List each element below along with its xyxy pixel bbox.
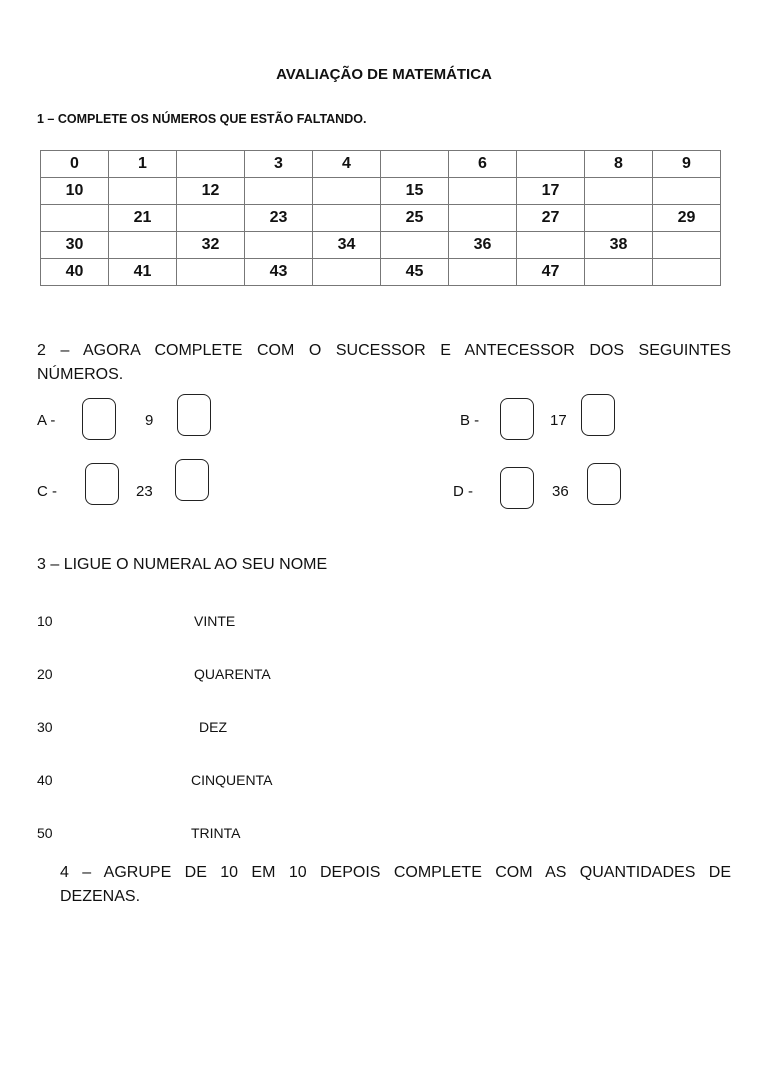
numeral-40: 40: [37, 772, 53, 788]
number-grid: [40, 150, 721, 286]
question-2-text-line2: NÚMEROS.: [37, 366, 124, 383]
grid-row: [41, 259, 721, 286]
question-4-text-line2: DEZENAS.: [60, 888, 141, 905]
grid-cell: 6: [449, 151, 517, 178]
grid-cell[interactable]: [313, 178, 381, 205]
grid-row: [41, 151, 721, 178]
item-d-label: D -: [453, 483, 473, 500]
grid-cell: 1: [109, 151, 177, 178]
name-dez: DEZ: [199, 719, 227, 735]
grid-cell: 21: [109, 205, 177, 232]
grid-cell: 38: [585, 232, 653, 259]
item-b-predecessor-box[interactable]: [500, 398, 534, 440]
question-4-text-line1: 4 – AGRUPE DE 10 EM 10 DEPOIS COMPLETE COM AS QUANTIDADES DE: [60, 864, 731, 881]
item-b-number: 17: [550, 412, 567, 429]
grid-cell: 45: [381, 259, 449, 286]
grid-cell[interactable]: [245, 232, 313, 259]
item-a-label: A -: [37, 412, 56, 429]
item-c-number: 23: [136, 483, 153, 500]
grid-cell[interactable]: [313, 205, 381, 232]
question-2-text-line1: 2 – AGORA COMPLETE COM O SUCESSOR E ANTECESSOR DOS SEGUINTES: [37, 342, 731, 359]
grid-cell: 34: [313, 232, 381, 259]
grid-row: [41, 205, 721, 232]
grid-cell[interactable]: [313, 259, 381, 286]
grid-cell: 17: [517, 178, 585, 205]
grid-cell[interactable]: [109, 178, 177, 205]
item-d-predecessor-box[interactable]: [500, 467, 534, 509]
name-vinte: VINTE: [194, 613, 236, 629]
grid-cell: 8: [585, 151, 653, 178]
page-title: AVALIAÇÃO DE MATEMÁTICA: [276, 66, 492, 83]
grid-cell: 40: [41, 259, 109, 286]
grid-cell: 23: [245, 205, 313, 232]
grid-cell[interactable]: [585, 259, 653, 286]
item-a-number: 9: [145, 412, 154, 429]
item-d-number: 36: [552, 483, 569, 500]
grid-cell: 12: [177, 178, 245, 205]
item-a-predecessor-box[interactable]: [82, 398, 116, 440]
grid-row: [41, 178, 721, 205]
name-trinta: TRINTA: [191, 825, 241, 841]
grid-cell[interactable]: [653, 178, 721, 205]
grid-cell[interactable]: [177, 205, 245, 232]
grid-cell[interactable]: [449, 178, 517, 205]
grid-cell[interactable]: [517, 151, 585, 178]
grid-cell: 0: [41, 151, 109, 178]
item-c-successor-box[interactable]: [175, 459, 209, 501]
grid-cell: 32: [177, 232, 245, 259]
grid-cell[interactable]: [41, 205, 109, 232]
grid-cell: 3: [245, 151, 313, 178]
grid-cell: 30: [41, 232, 109, 259]
name-quarenta: QUARENTA: [194, 666, 271, 682]
numeral-10: 10: [37, 613, 53, 629]
grid-cell: 15: [381, 178, 449, 205]
grid-cell: 43: [245, 259, 313, 286]
grid-cell: 10: [41, 178, 109, 205]
question-1-text: 1 – COMPLETE OS NÚMEROS QUE ESTÃO FALTANDO.: [37, 112, 367, 126]
numeral-20: 20: [37, 666, 53, 682]
grid-cell[interactable]: [653, 232, 721, 259]
grid-cell: 47: [517, 259, 585, 286]
grid-cell[interactable]: [177, 151, 245, 178]
grid-cell: 4: [313, 151, 381, 178]
item-c-predecessor-box[interactable]: [85, 463, 119, 505]
name-cinquenta: CINQUENTA: [191, 772, 273, 788]
grid-cell[interactable]: [585, 205, 653, 232]
grid-cell: 25: [381, 205, 449, 232]
grid-cell[interactable]: [585, 178, 653, 205]
grid-cell: 27: [517, 205, 585, 232]
item-b-successor-box[interactable]: [581, 394, 615, 436]
grid-cell[interactable]: [517, 232, 585, 259]
question-3-text: 3 – LIGUE O NUMERAL AO SEU NOME: [37, 556, 328, 573]
numeral-50: 50: [37, 825, 53, 841]
item-a-successor-box[interactable]: [177, 394, 211, 436]
grid-cell[interactable]: [245, 178, 313, 205]
grid-cell: 29: [653, 205, 721, 232]
grid-cell[interactable]: [109, 232, 177, 259]
item-c-label: C -: [37, 483, 57, 500]
grid-cell: 36: [449, 232, 517, 259]
grid-cell[interactable]: [449, 205, 517, 232]
grid-cell[interactable]: [653, 259, 721, 286]
item-b-label: B -: [460, 412, 480, 429]
grid-cell: 41: [109, 259, 177, 286]
grid-cell: 9: [653, 151, 721, 178]
grid-cell[interactable]: [177, 259, 245, 286]
grid-cell[interactable]: [449, 259, 517, 286]
grid-row: [41, 232, 721, 259]
numeral-30: 30: [37, 719, 53, 735]
grid-cell[interactable]: [381, 151, 449, 178]
grid-cell[interactable]: [381, 232, 449, 259]
item-d-successor-box[interactable]: [587, 463, 621, 505]
